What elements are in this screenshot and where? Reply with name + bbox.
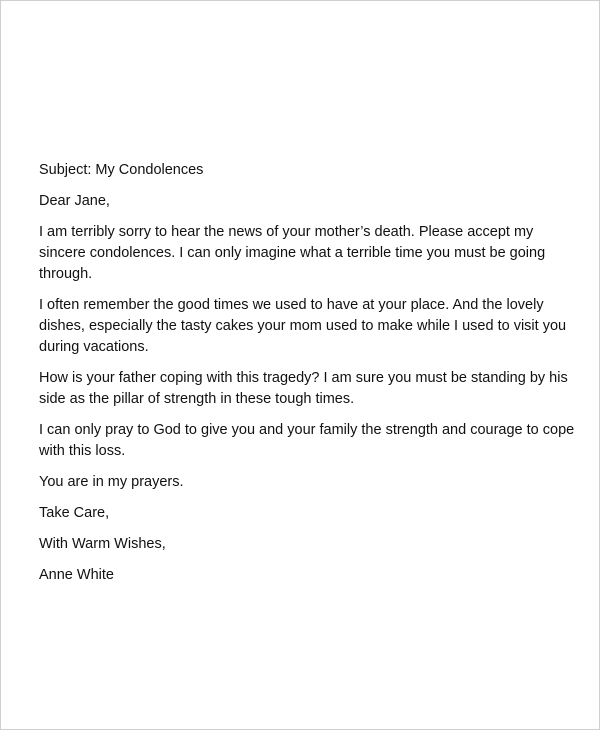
paragraph-father: How is your father coping with this tragedy? I am sure you must be standing by his side as the pillar of strength in these tough times. [39,370,568,407]
closing-warm-wishes: With Warm Wishes, [39,536,166,552]
paragraph-prayer: I can only pray to God to give you and your family the strength and courage to cope with this loss. [39,422,575,459]
paragraph-condolence: I am terribly sorry to hear the news of your mother’s death. Please accept my sincere condolences. I can only imagine what a terrible time you must be going through. [39,224,546,282]
subject-line: Subject: My Condolences [39,162,204,178]
paragraph-prayers-line: You are in my prayers. [39,474,184,490]
letter-body [39,160,579,596]
closing-take-care: Take Care, [39,505,110,521]
signature: Anne White [39,567,114,583]
paragraph-memories: I often remember the good times we used to have at your place. And the lovely dishes, especially the tasty cakes your mom used to make while I used to visit you during vacations. [39,297,567,355]
greeting: Dear Jane, [39,193,110,209]
